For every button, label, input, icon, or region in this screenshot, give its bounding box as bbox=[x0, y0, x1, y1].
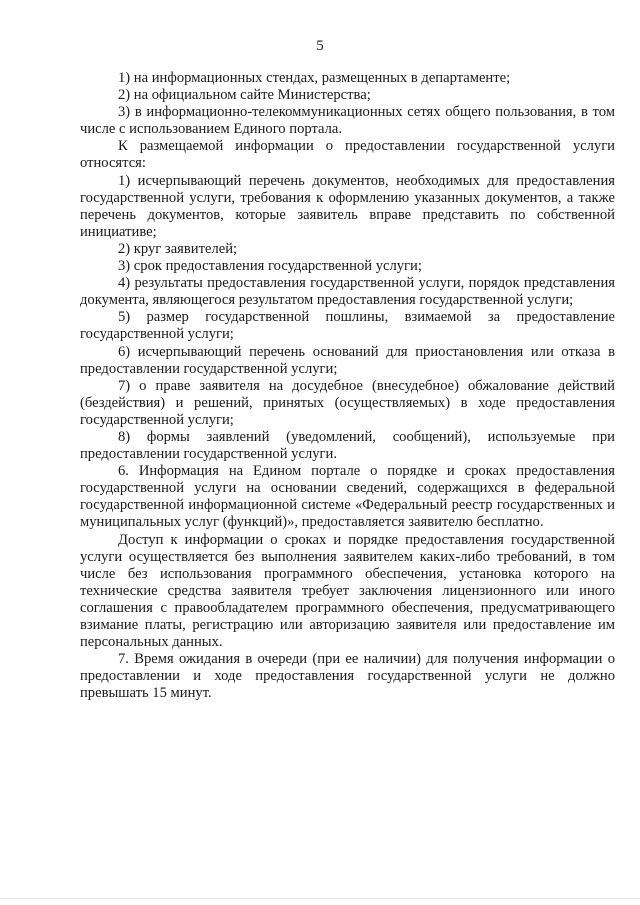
paragraph-section-6: 6. Информация на Едином портале о порядке и сроках предоставления государственной услуги на основании сведений, содержащихся в федеральной государственной информационной системе «Федеральный реестр государственных и муниципальных услуг (функций)», предоставляется заявителю бесплатно. bbox=[80, 463, 615, 531]
paragraph-info-item-7: 7) о праве заявителя на досудебное (внесудебное) обжалование действий (бездействия) и решений, принятых (осуществляемых) в ходе предоставления государственной услуги; bbox=[80, 377, 615, 428]
paragraph-info-item-8: 8) формы заявлений (уведомлений, сообщений), используемые при предоставлении государственной услуги. bbox=[80, 428, 615, 463]
paragraph-info-item-5: 5) размер государственной пошлины, взимаемой за предоставление государственной услуги; bbox=[80, 309, 615, 343]
scan-edge-line bbox=[0, 898, 640, 899]
paragraph-info-item-1: 1) исчерпывающий перечень документов, необходимых для предоставления государственной услуги, требования к оформлению указанных документов, а также перечень документов, которые заявитель вправе представить по собственной инициативе; bbox=[80, 172, 615, 240]
paragraph-info-intro: К размещаемой информации о предоставлении государственной услуги относятся: bbox=[80, 138, 615, 172]
page-number: 5 bbox=[316, 38, 324, 54]
paragraph-info-item-2: 2) круг заявителей; bbox=[118, 240, 238, 257]
paragraph-list-item-3: 3) в информационно-телекоммуникационных сетях общего пользования, в том числе с использованием Единого портала. bbox=[80, 104, 615, 138]
paragraph-info-item-3: 3) срок предоставления государственной услуги; bbox=[118, 258, 422, 275]
paragraph-info-item-4: 4) результаты предоставления государственной услуги, порядок представления документа, являющегося результатом предоставления государственной услуги; bbox=[80, 275, 615, 309]
paragraph-access-info: Доступ к информации о сроках и порядке предоставления государственной услуги осуществляется без выполнения заявителем каких-либо требований, в том числе без использования программного обеспечения, установка которого на технические средства заявителя требует заключения лицензионного или иного соглашения с правообладателем программного обеспечения, предусматривающего взимание платы, регистрацию или авторизацию заявителя или предоставление им персональных данных. bbox=[80, 531, 615, 651]
paragraph-list-item-2: 2) на официальном сайте Министерства; bbox=[118, 87, 371, 104]
paragraph-list-item-1: 1) на информационных стендах, размещенных в департаменте; bbox=[118, 70, 511, 86]
document-body bbox=[80, 70, 615, 702]
paragraph-section-7: 7. Время ожидания в очереди (при ее наличии) для получения информации о предоставлении и ходе предоставления государственной услуги не должно превышать 15 минут. bbox=[80, 651, 615, 702]
paragraph-info-item-6: 6) исчерпывающий перечень оснований для приостановления или отказа в предоставлении государственной услуги; bbox=[80, 343, 615, 377]
